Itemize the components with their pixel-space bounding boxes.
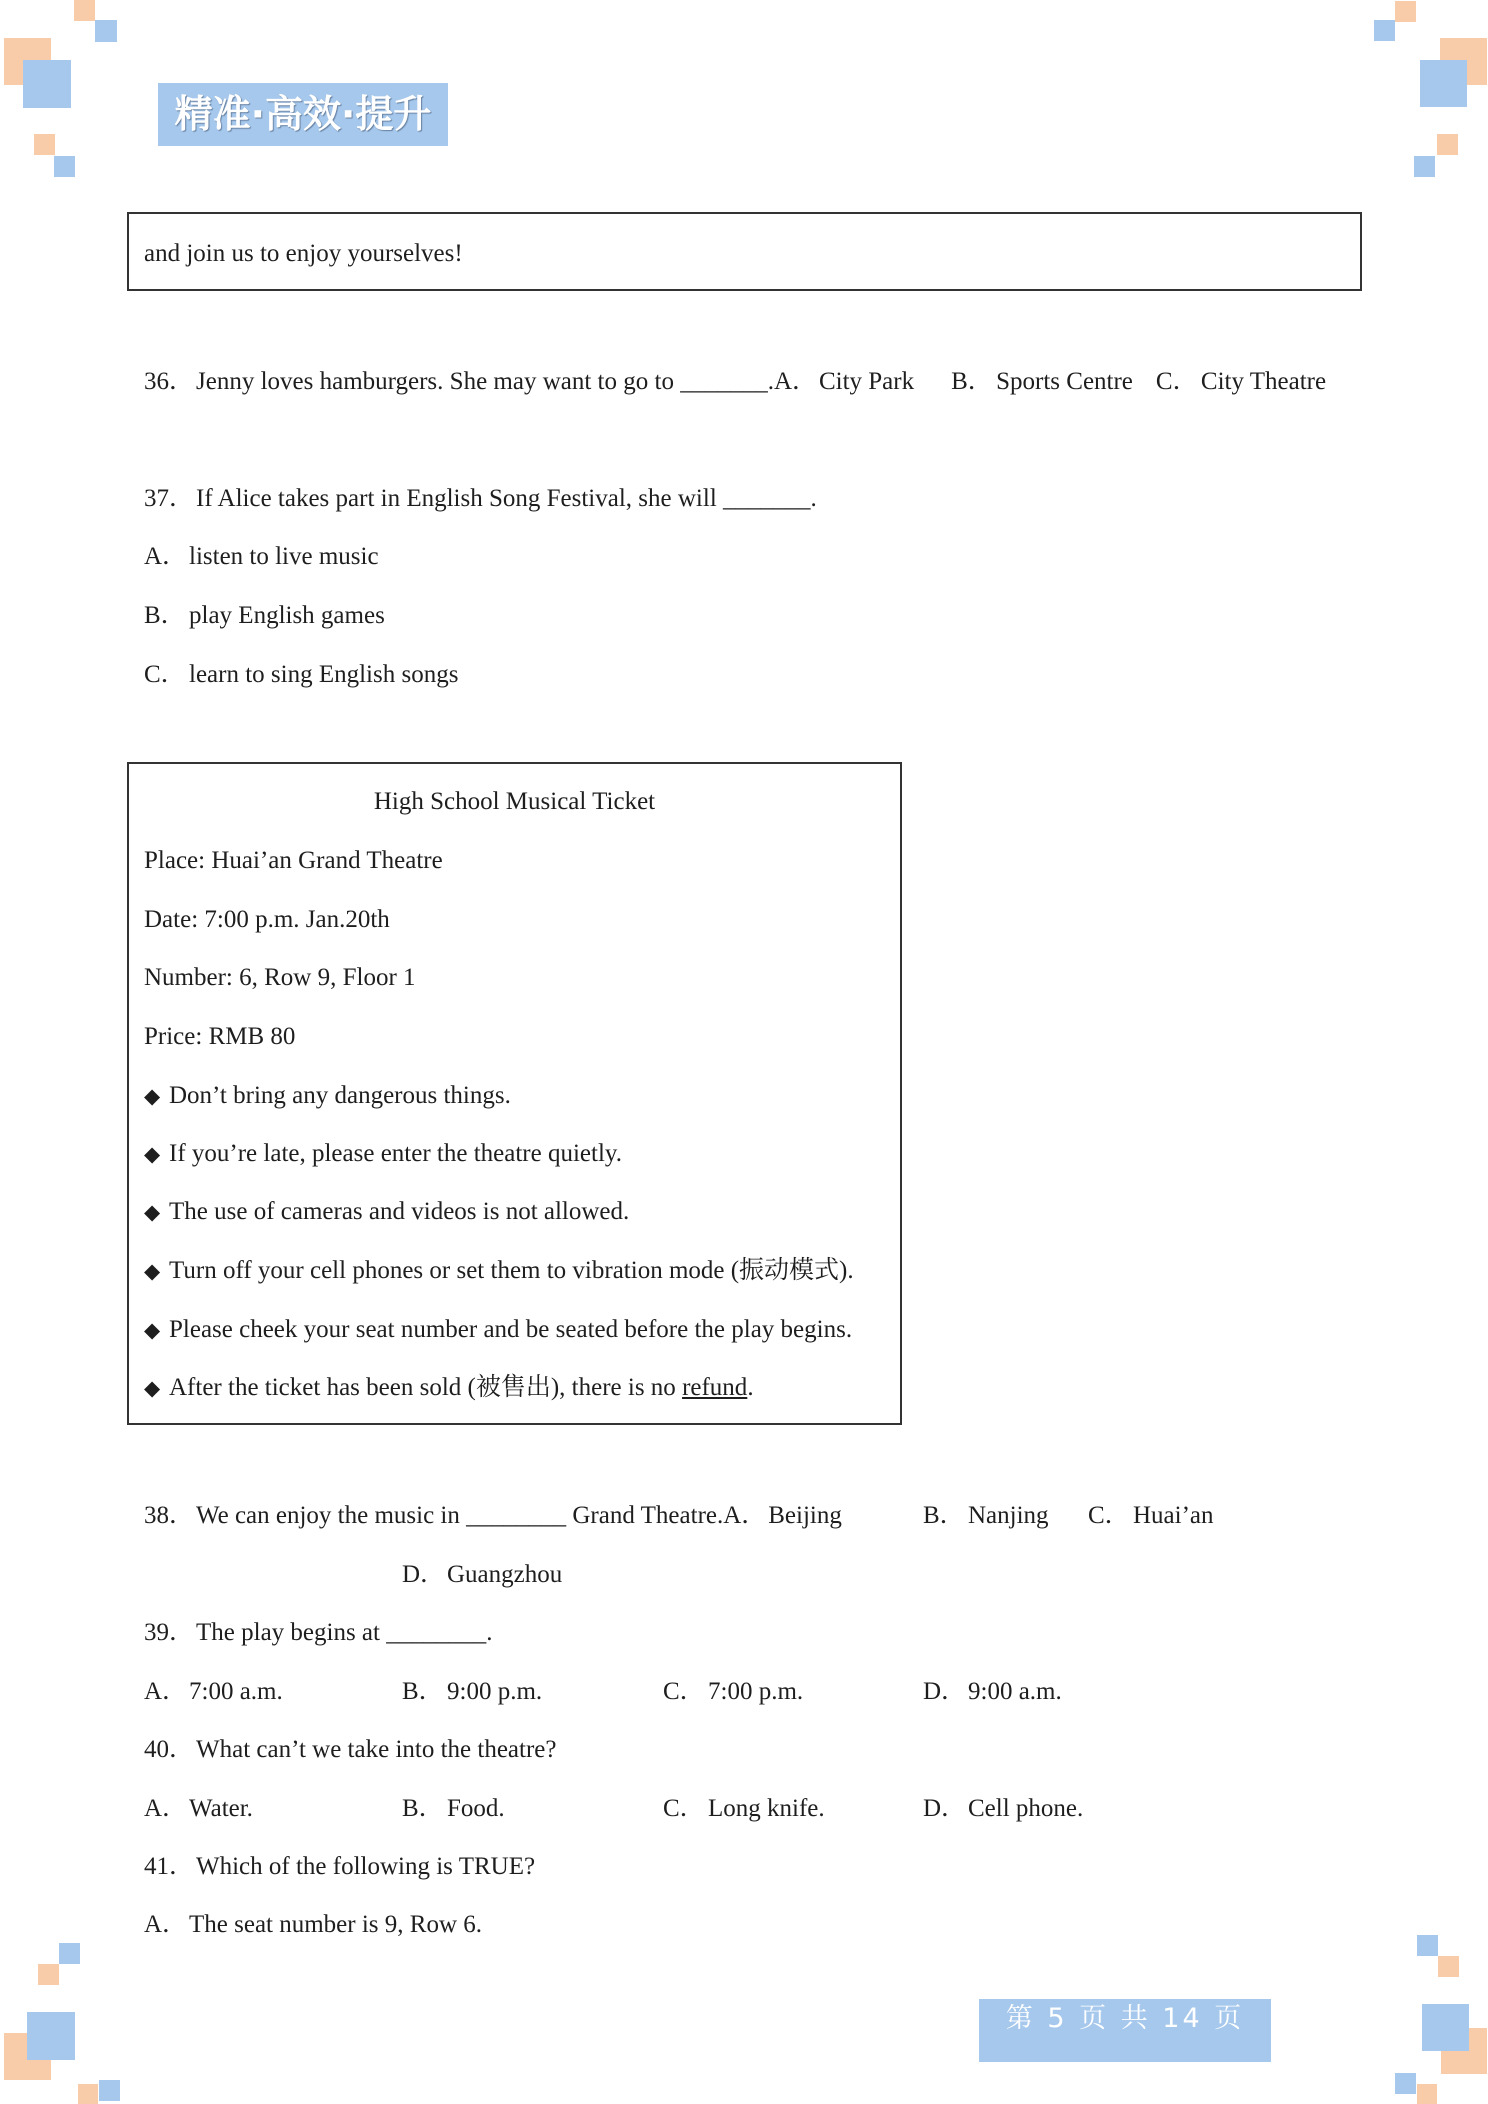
option-text: Cell phone. — [968, 1795, 1084, 1822]
logo-text: 精准·高效·提升 — [174, 92, 432, 136]
ticket-field-number — [144, 949, 416, 1007]
corner-decor-square — [1395, 1, 1416, 22]
corner-decor-square — [78, 2084, 98, 2104]
option-text: 9:00 p.m. — [447, 1678, 543, 1705]
option-d — [923, 1780, 1083, 1838]
diamond-bullet-icon: ◆ — [144, 1376, 161, 1400]
rule-text: Turn off your cell phones or set them to vibration mode (振动模式). — [169, 1257, 854, 1284]
corner-decor-square — [1417, 1935, 1438, 1956]
option-label: B． — [402, 1678, 444, 1705]
option-label: B． — [951, 368, 993, 395]
ticket-title: High School Musical Ticket — [373, 788, 656, 815]
option-text: City Theatre — [1200, 368, 1327, 395]
option-text: listen to live music — [189, 543, 379, 570]
option-text: The seat number is 9, Row 6. — [189, 1911, 483, 1938]
diamond-bullet-icon: ◆ — [144, 1142, 161, 1166]
brand-logo — [158, 83, 448, 146]
ticket-rule — [144, 1183, 629, 1241]
question-40 — [144, 1721, 556, 1779]
question-38 — [144, 1487, 1214, 1545]
ticket-field-date — [144, 891, 390, 949]
diamond-bullet-icon: ◆ — [144, 1318, 161, 1342]
rule-text: Please cheek your seat number and be seated before the play begins. — [169, 1316, 853, 1343]
page-indicator — [979, 1999, 1271, 2062]
option-b — [951, 368, 1133, 395]
option-label: C． — [663, 1678, 705, 1705]
option-label: A． — [144, 1795, 188, 1822]
option-b — [144, 587, 385, 645]
corner-decor-square — [1395, 2073, 1416, 2094]
option-a — [723, 1502, 842, 1529]
option-label: D． — [923, 1678, 967, 1705]
option-text: Huai’an — [1133, 1502, 1214, 1529]
field-label: Date: — [144, 906, 199, 933]
field-label: Number: — [144, 964, 233, 991]
option-label: A． — [723, 1502, 767, 1529]
option-label: C． — [1155, 368, 1198, 395]
question-39 — [144, 1604, 492, 1662]
corner-decor-square — [38, 1964, 59, 1985]
option-text: Nanjing — [968, 1502, 1049, 1529]
diamond-bullet-icon: ◆ — [144, 1200, 161, 1224]
corner-decor-square — [23, 60, 71, 108]
ticket-rule — [144, 1242, 854, 1300]
question-stem: If Alice takes part in English Song Festival, she will _______. — [196, 485, 817, 512]
option-label: C． — [144, 661, 186, 688]
question-number: 37． — [144, 485, 195, 512]
option-b — [402, 1780, 505, 1838]
option-c — [144, 646, 458, 704]
option-text: 7:00 a.m. — [189, 1678, 283, 1705]
question-stem: Jenny loves hamburgers. She may want to go to _______. — [196, 368, 774, 395]
diamond-bullet-icon: ◆ — [144, 1084, 161, 1108]
option-label: D． — [923, 1795, 967, 1822]
option-text: Food. — [447, 1795, 505, 1822]
underlined-word: refund — [682, 1374, 748, 1401]
question-stem: Which of the following is TRUE? — [196, 1853, 536, 1880]
passage-text: and join us to enjoy yourselves! — [144, 240, 463, 267]
option-c — [663, 1780, 825, 1838]
option-c — [663, 1663, 803, 1721]
field-value: RMB 80 — [208, 1023, 296, 1050]
rule-text: After the ticket has been sold (被售出), there is no — [169, 1374, 683, 1401]
rule-text-end: . — [747, 1374, 754, 1401]
option-c — [1156, 368, 1326, 395]
question-number: 36． — [144, 368, 195, 395]
option-d — [402, 1546, 562, 1604]
option-text: learn to sing English songs — [189, 661, 459, 688]
question-36 — [144, 353, 1330, 411]
corner-decor-square — [27, 2012, 75, 2060]
question-number: 38． — [144, 1502, 195, 1529]
option-label: A． — [144, 1911, 188, 1938]
corner-decor-square — [95, 20, 117, 42]
option-text: Beijing — [768, 1502, 842, 1529]
field-value: Huai’an Grand Theatre — [211, 847, 443, 874]
option-label: B． — [144, 602, 186, 629]
diamond-bullet-icon: ◆ — [144, 1259, 161, 1283]
ticket-field-price — [144, 1008, 295, 1066]
rule-text: The use of cameras and videos is not allowed. — [169, 1198, 630, 1225]
corner-decor-square — [1414, 156, 1435, 177]
corner-decor-square — [54, 156, 75, 177]
field-label: Price: — [144, 1023, 203, 1050]
corner-decor-square — [1438, 1956, 1459, 1977]
question-stem: What can’t we take into the theatre? — [196, 1736, 557, 1763]
option-c — [1088, 1487, 1214, 1545]
question-number: 39． — [144, 1619, 195, 1646]
corner-decor-square — [74, 0, 95, 21]
page-indicator-text: 第 5 页 共 14 页 — [1005, 2003, 1245, 2034]
option-text: 9:00 a.m. — [968, 1678, 1062, 1705]
field-label: Place: — [144, 847, 206, 874]
rule-text: If you’re late, please enter the theatre quietly. — [169, 1140, 623, 1167]
corner-decor-square — [1417, 2084, 1437, 2104]
corner-decor-square — [34, 134, 55, 155]
option-label: A． — [144, 1678, 188, 1705]
question-stem: We can enjoy the music in ________ Grand Theatre. — [196, 1502, 724, 1529]
option-label: A． — [773, 368, 818, 395]
option-a — [144, 1896, 482, 1954]
corner-decor-square — [99, 2080, 120, 2101]
ticket-field-place — [144, 832, 443, 890]
ticket-rule — [144, 1359, 754, 1417]
rule-text: Don’t bring any dangerous things. — [169, 1082, 511, 1109]
ticket-rule — [144, 1125, 622, 1183]
corner-decor-square — [1422, 2004, 1469, 2051]
ticket-rule — [144, 1301, 852, 1359]
option-a — [774, 368, 914, 395]
field-value: 6, Row 9, Floor 1 — [239, 964, 416, 991]
question-number: 41． — [144, 1853, 195, 1880]
option-text: 7:00 p.m. — [708, 1678, 804, 1705]
ticket-rule — [144, 1067, 511, 1125]
option-a — [144, 1663, 283, 1721]
option-label: B． — [923, 1502, 965, 1529]
question-stem: The play begins at ________. — [196, 1619, 493, 1646]
option-label: D． — [402, 1561, 446, 1588]
question-number: 40． — [144, 1736, 195, 1763]
option-text: City Park — [818, 368, 915, 395]
option-text: Long knife. — [708, 1795, 825, 1822]
option-a — [144, 528, 379, 586]
option-text: Water. — [189, 1795, 253, 1822]
corner-decor-square — [1420, 60, 1467, 107]
option-b — [402, 1663, 542, 1721]
option-d — [923, 1663, 1062, 1721]
question-41 — [144, 1838, 535, 1896]
question-37 — [144, 470, 817, 528]
option-label: C． — [663, 1795, 705, 1822]
field-value: 7:00 p.m. Jan.20th — [204, 906, 390, 933]
option-text: play English games — [189, 602, 385, 629]
corner-decor-square — [59, 1943, 80, 1964]
corner-decor-square — [1437, 134, 1458, 155]
option-label: B． — [402, 1795, 444, 1822]
option-a — [144, 1780, 253, 1838]
option-text: Sports Centre — [996, 368, 1133, 395]
option-text: Guangzhou — [447, 1561, 563, 1588]
corner-decor-square — [1374, 20, 1395, 41]
option-label: A． — [144, 543, 188, 570]
option-label: C． — [1088, 1502, 1130, 1529]
option-b — [923, 1487, 1049, 1545]
